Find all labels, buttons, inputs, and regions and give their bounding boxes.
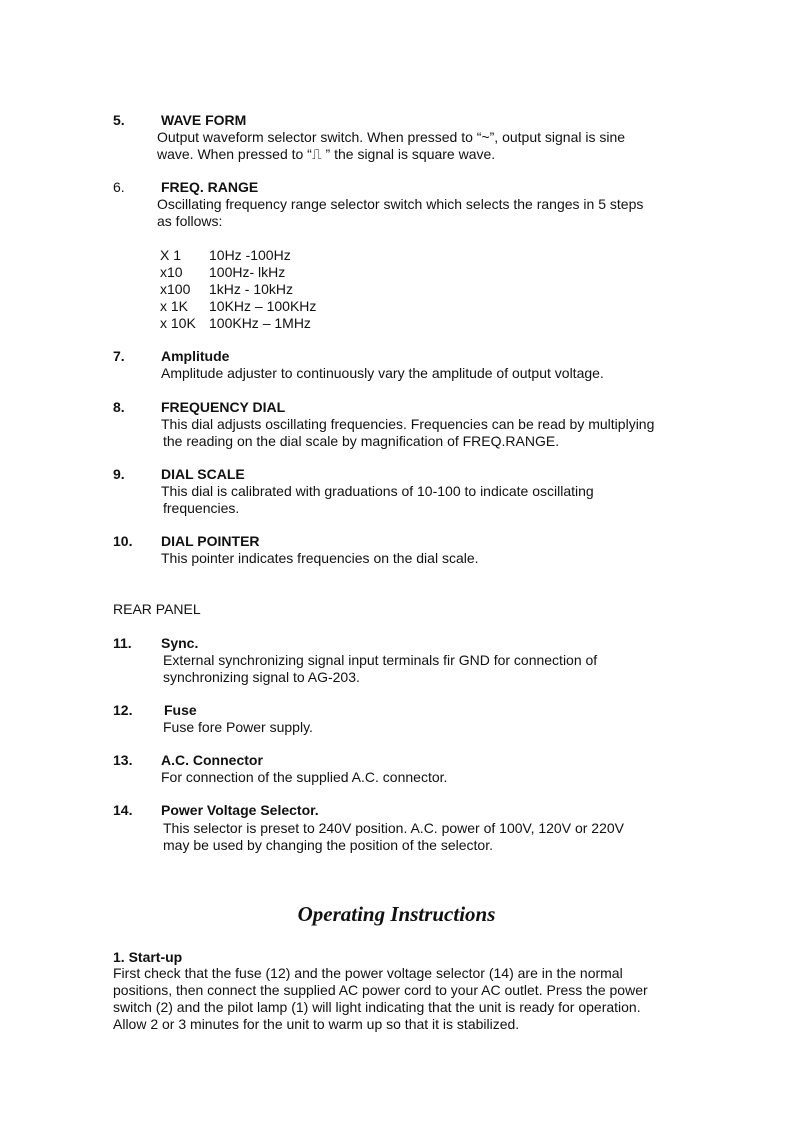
desc-line: the reading on the dial scale by magnification of FREQ.RANGE. [163,433,560,449]
item-title-wave-form: WAVE FORM [161,112,247,128]
range-key: x100 [160,281,191,297]
section-label-rear-panel: REAR PANEL [113,601,201,617]
desc-line: This dial is calibrated with graduations of 10-100 to indicate oscillating [161,483,594,499]
desc-line: wave. When pressed to “⎍ ” the signal is square wave. [157,146,496,162]
desc-line: Amplitude adjuster to continuously vary the amplitude of output voltage. [161,365,604,381]
range-key: x 1K [160,298,189,314]
range-row [160,298,316,315]
desc-line: Fuse fore Power supply. [163,719,313,735]
range-key: x 10K [160,315,196,331]
item-description [163,652,680,686]
range-value: 10Hz -100Hz [209,247,291,263]
desc-line: Oscillating frequency range selector switch which selects the ranges in 5 steps [157,196,644,212]
item-description [157,196,680,230]
desc-line: This pointer indicates frequencies on the dial scale. [161,550,479,566]
item-description [161,416,680,450]
item-description [163,820,680,854]
desc-line: This selector is preset to 240V position. A.C. power of 100V, 120V or 220V [163,820,624,836]
item-title-power-voltage-selector: Power Voltage Selector. [161,802,319,818]
desc-line: synchronizing signal to AG-203. [163,669,360,685]
item-description [157,129,680,163]
desc-line: as follows: [157,213,223,229]
range-key: x10 [160,264,183,280]
item-description [161,365,680,382]
item-number: 11. [113,635,132,651]
item-description [161,483,680,517]
item-title-frequency-dial: FREQUENCY DIAL [161,399,286,415]
item-title-freq-range: FREQ. RANGE [161,179,259,195]
range-table [160,247,316,332]
para-line: switch (2) and the pilot lamp (1) will light indicating that the unit is ready for operation. [113,999,641,1015]
item-number: 8. [113,399,125,415]
item-description [161,769,680,786]
item-number: 6. [113,179,125,195]
para-line: First check that the fuse (12) and the power voltage selector (14) are in the normal [113,965,623,981]
range-row [160,264,316,281]
item-number: 12. [113,702,133,718]
desc-line: For connection of the supplied A.C. connector. [161,769,448,785]
range-row [160,281,316,298]
desc-line: may be used by changing the position of the selector. [163,837,493,853]
item-number: 10. [113,533,133,549]
startup-title: 1. Start-up [113,949,183,965]
para-line: Allow 2 or 3 minutes for the unit to warm up so that it is stabilized. [113,1016,520,1032]
item-title-dial-scale: DIAL SCALE [161,466,245,482]
item-title-ac-connector: A.C. Connector [161,752,263,768]
desc-line: This dial adjusts oscillating frequencies. Frequencies can be read by multiplying [161,416,655,432]
range-key: X 1 [160,247,182,263]
item-title-sync: Sync. [161,635,199,651]
item-description [161,550,680,567]
desc-line: Output waveform selector switch. When pressed to “~”, output signal is sine [157,129,626,145]
item-title-amplitude: Amplitude [161,348,230,364]
item-number: 9. [113,466,125,482]
item-number: 14. [113,802,133,818]
desc-line: External synchronizing signal input terminals fir GND for connection of [163,652,598,668]
item-number: 13. [113,752,133,768]
range-row [160,315,316,332]
item-title-dial-pointer: DIAL POINTER [161,533,260,549]
item-number: 7. [113,348,125,364]
item-number: 5. [113,112,125,128]
startup-paragraph [113,965,680,1033]
range-value: 100Hz- lkHz [209,264,286,280]
range-value: 1kHz - 10kHz [209,281,294,297]
item-description [163,719,680,736]
para-line: positions, then connect the supplied AC power cord to your AC outlet. Press the power [113,982,648,998]
desc-line: frequencies. [163,500,240,516]
range-row [160,247,316,264]
range-value: 100KHz – 1MHz [209,315,311,331]
operating-instructions-heading: Operating Instructions [297,902,496,926]
item-title-fuse: Fuse [164,702,197,718]
range-value: 10KHz – 100KHz [209,298,317,314]
